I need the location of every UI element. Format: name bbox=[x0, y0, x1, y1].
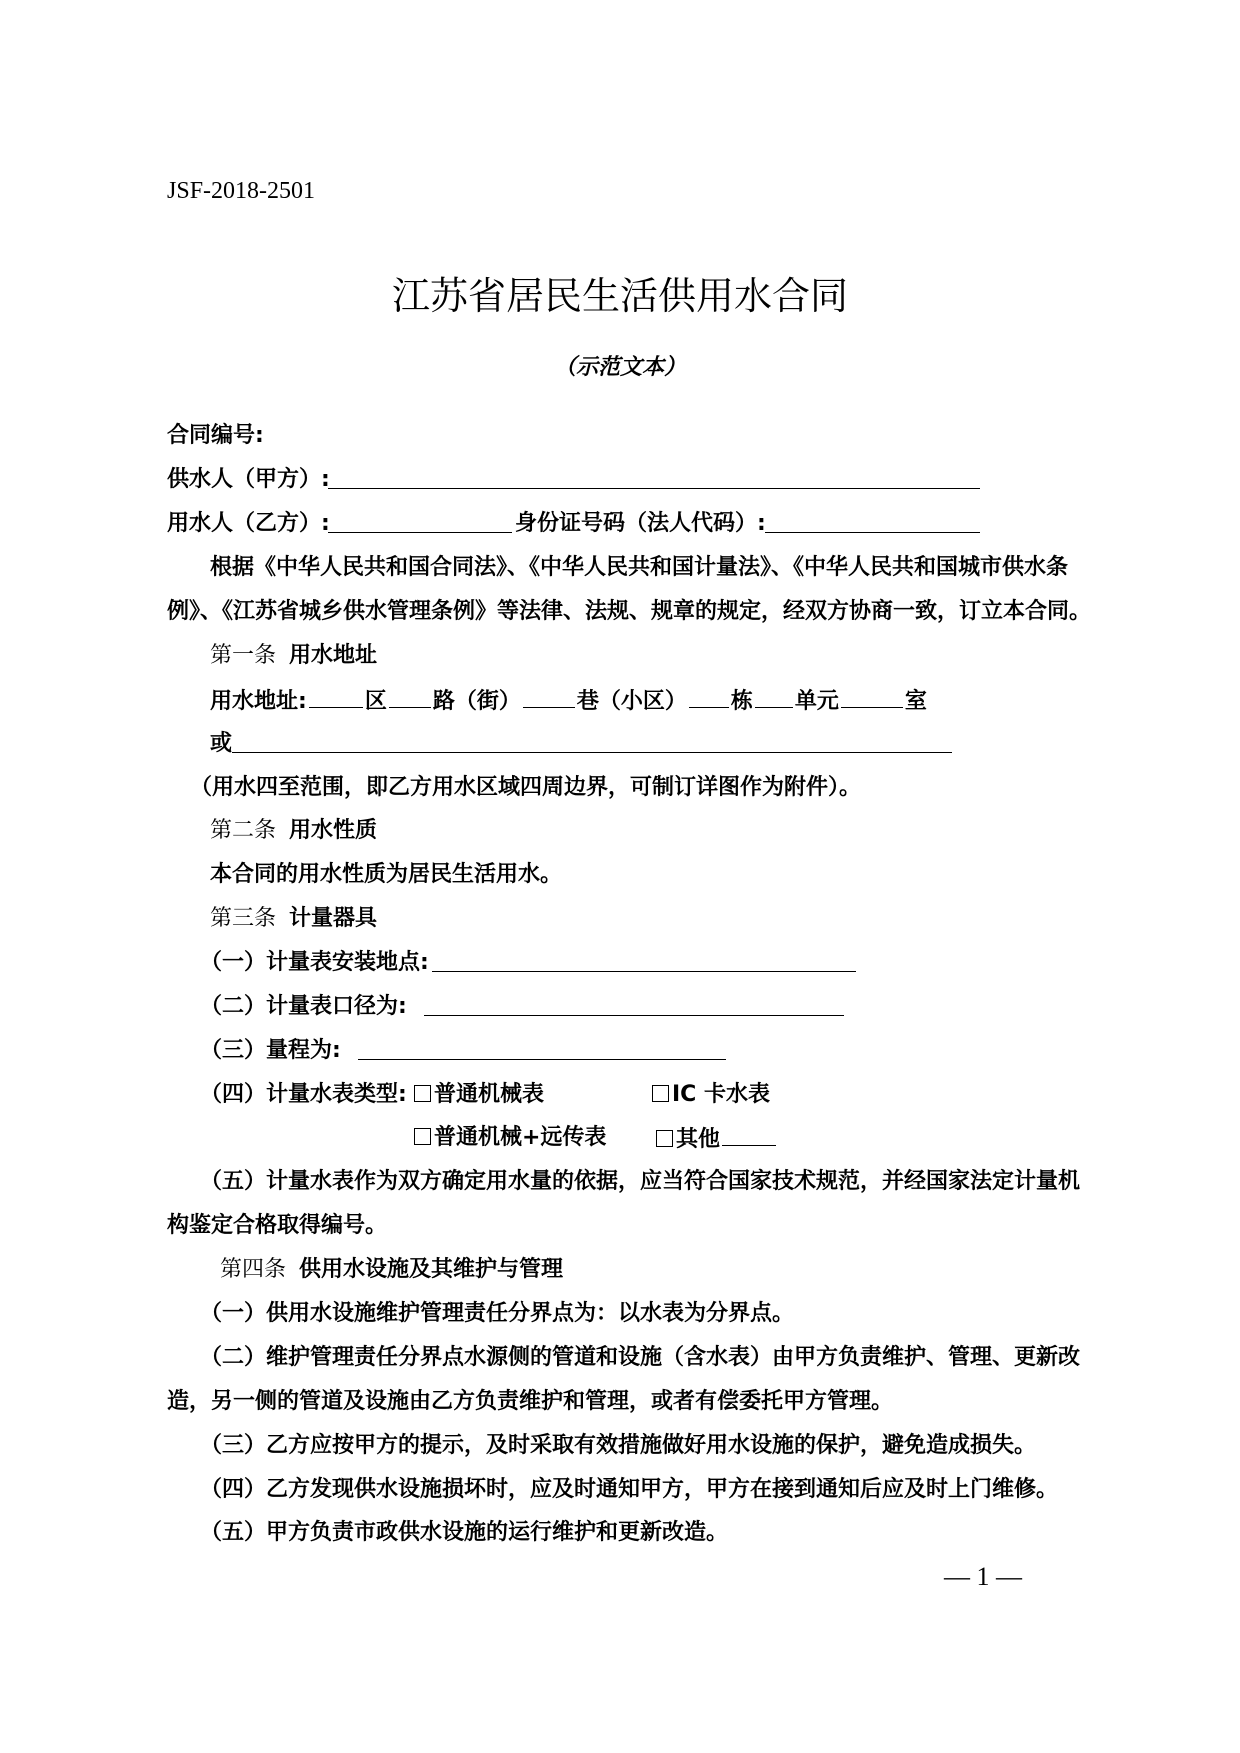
user-field[interactable] bbox=[328, 532, 512, 533]
article-4-item-2-line-2: 造，另一侧的管道及设施由乙方负责维护和管理，或者有偿委托甲方管理。 bbox=[167, 1389, 894, 1414]
page-number: — 1 — bbox=[944, 1562, 1022, 1591]
meter-range-label: （三）量程为: bbox=[200, 1038, 341, 1063]
other-field[interactable] bbox=[722, 1123, 776, 1146]
article-2-text: 本合同的用水性质为居民生活用水。 bbox=[210, 862, 563, 887]
article-4-item-3: （三）乙方应按甲方的提示，及时采取有效措施做好用水设施的保护，避免造成损失。 bbox=[200, 1433, 1037, 1458]
meter-range-field[interactable] bbox=[358, 1059, 726, 1060]
id-label: 身份证号码（法人代码）: bbox=[515, 511, 766, 536]
meter-location-field[interactable] bbox=[432, 971, 856, 972]
preamble-line-2: 例》、《江苏省城乡供水管理条例》等法律、法规、规章的规定，经双方协商一致，订立本合同。 bbox=[167, 599, 1092, 624]
meter-caliber-label: （二）计量表口径为: bbox=[200, 994, 407, 1019]
building-field[interactable] bbox=[689, 685, 729, 708]
article-3-number: 第三条 bbox=[210, 906, 277, 931]
article-3-title: 计量器具 bbox=[289, 906, 378, 931]
meter-basis-line-1: （五）计量水表作为双方确定用水量的依据，应当符合国家技术规范，并经国家法定计量机 bbox=[200, 1169, 1081, 1194]
article-3-heading bbox=[210, 904, 377, 934]
user-label: 用水人（乙方）: bbox=[167, 511, 330, 536]
checkbox[interactable] bbox=[414, 1085, 431, 1102]
unit-field[interactable] bbox=[755, 685, 793, 708]
or-label: 或 bbox=[210, 731, 233, 756]
meter-type-option-remote[interactable]: 普通机械+远传表 bbox=[414, 1123, 606, 1153]
article-1-number: 第一条 bbox=[210, 643, 277, 668]
address-row bbox=[210, 685, 927, 717]
meter-type-option-mechanical[interactable]: 普通机械表 bbox=[414, 1080, 544, 1110]
lane-field[interactable] bbox=[523, 685, 575, 708]
article-4-title: 供用水设施及其维护与管理 bbox=[299, 1257, 564, 1282]
meter-type-label: （四）计量水表类型: bbox=[200, 1082, 407, 1107]
address-note: （用水四至范围，即乙方用水区域四周边界，可制订详图作为附件）。 bbox=[190, 775, 862, 800]
unit-unit: 单元 bbox=[794, 689, 839, 714]
article-4-item-1: （一）供用水设施维护管理责任分界点为：以水表为分界点。 bbox=[200, 1301, 795, 1326]
checkbox[interactable] bbox=[656, 1130, 673, 1147]
meter-location-label: （一）计量表安装地点: bbox=[200, 950, 429, 975]
meter-basis-line-2: 构鉴定合格取得编号。 bbox=[167, 1213, 388, 1238]
article-1-heading bbox=[210, 641, 377, 671]
article-2-heading bbox=[210, 816, 377, 846]
lane-unit: 巷（小区） bbox=[576, 689, 687, 714]
checkbox[interactable] bbox=[652, 1085, 669, 1102]
road-field[interactable] bbox=[389, 685, 431, 708]
district-field[interactable] bbox=[309, 685, 363, 708]
meter-caliber-field[interactable] bbox=[424, 1015, 844, 1016]
contract-number-label: 合同编号: bbox=[167, 423, 264, 448]
meter-type-option-other[interactable]: 其他 bbox=[656, 1123, 778, 1155]
address-label: 用水地址: bbox=[210, 689, 307, 714]
article-4-heading bbox=[220, 1255, 563, 1285]
article-2-title: 用水性质 bbox=[289, 818, 378, 843]
building-unit: 栋 bbox=[730, 689, 753, 714]
road-unit: 路（街） bbox=[432, 689, 521, 714]
article-1-title: 用水地址 bbox=[289, 643, 378, 668]
article-4-number: 第四条 bbox=[220, 1257, 287, 1282]
district-unit: 区 bbox=[364, 689, 387, 714]
id-field[interactable] bbox=[765, 532, 980, 533]
preamble-line-1: 根据《中华人民共和国合同法》、《中华人民共和国计量法》、《中华人民共和国城市供水条 bbox=[210, 555, 1069, 580]
article-4-item-5: （五）甲方负责市政供水设施的运行维护和更新改造。 bbox=[200, 1520, 729, 1545]
meter-type-option-ic-card[interactable]: IC 卡水表 bbox=[652, 1080, 770, 1110]
room-unit: 室 bbox=[904, 689, 927, 714]
document-subtitle: （示范文本） bbox=[553, 355, 686, 380]
room-field[interactable] bbox=[841, 685, 903, 708]
document-code: JSF-2018-2501 bbox=[167, 178, 316, 204]
article-4-item-4: （四）乙方发现供水设施损坏时，应及时通知甲方，甲方在接到通知后应及时上门维修。 bbox=[200, 1477, 1059, 1502]
or-field[interactable] bbox=[232, 752, 952, 753]
article-4-item-2-line-1: （二）维护管理责任分界点水源侧的管道和设施（含水表）由甲方负责维护、管理、更新改 bbox=[200, 1345, 1081, 1370]
supplier-label: 供水人（甲方）: bbox=[167, 467, 330, 492]
checkbox[interactable] bbox=[414, 1128, 431, 1145]
document-title: 江苏省居民生活供用水合同 bbox=[391, 274, 848, 318]
supplier-row bbox=[167, 465, 330, 495]
article-2-number: 第二条 bbox=[210, 818, 277, 843]
supplier-field[interactable] bbox=[328, 488, 980, 489]
